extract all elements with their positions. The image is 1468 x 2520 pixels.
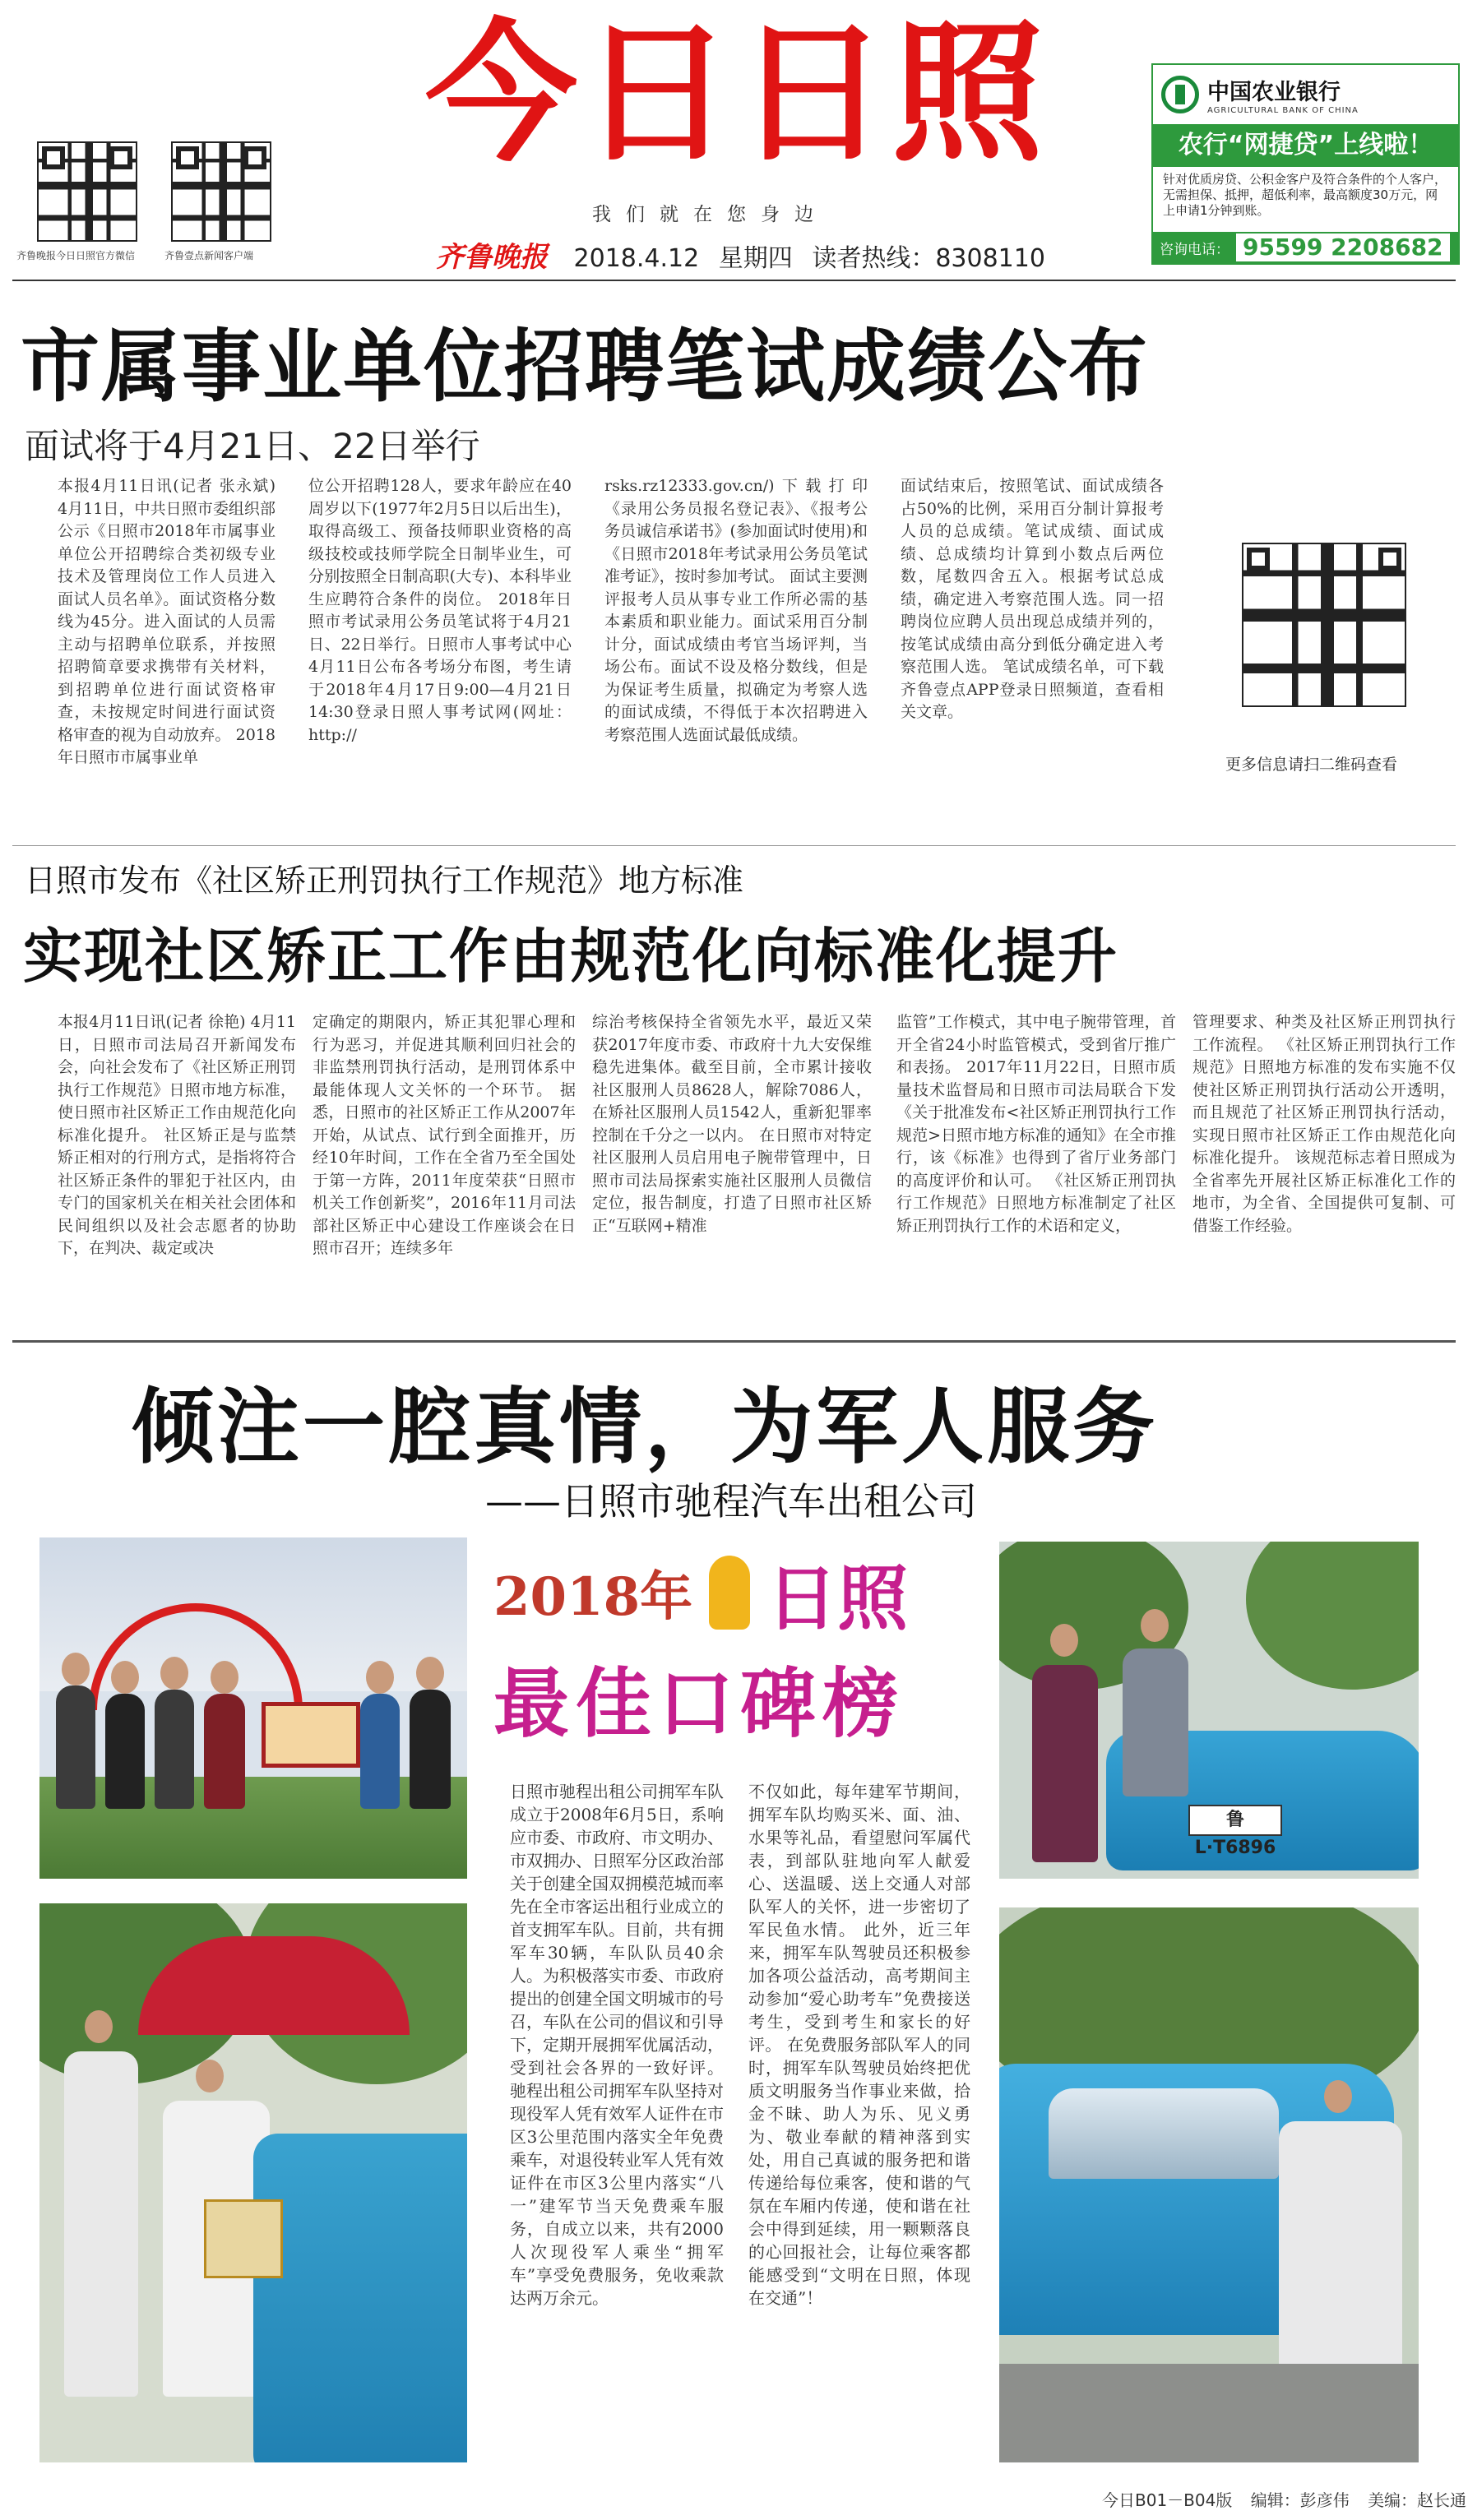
story2-column: 综治考核保持全省领先水平，最近又荣获2017年度市委、市政府十九大安保维稳先进集体。截至目前，全市累计接收社区服刑人员8628人，解除7086人，在矫社区服刑人员1542人，重新犯罪率控制在千分之一以内。 在日照市对特定社区服刑人员启用电子腕带管理中，日照市司法局探索实施社区服刑人员微信定位，报告制度，打造了日照市社区矫正“互联网+精准 [592,1013,872,1235]
lightbulb-icon [709,1556,750,1630]
app-qr-code[interactable] [171,141,271,242]
footer-designer: 美编：赵长通 [1368,2490,1467,2510]
ad-body-text: 针对优质房贷、公积金客户及符合条件的个人客户，无需担保、抵押，超低利率，最高额度30万元，网上申请1分钟到账。 [1163,172,1447,218]
issue-date: 2018.4.12 [573,244,700,273]
story2-column: 管理要求、种类及社区矫正刑罚执行工作流程。 《社区矫正刑罚执行工作规范》日照地方标准的发布实施不仅使社区矫正刑罚执行活动公开透明，而且规范了社区矫正刑罚执行活动，实现日照市社区矫正工作由规范化向标准化提升。 该规范标志着日照成为全省率先开展社区矫正标准化工作的地市，为全省、全国提供可复制、可借鉴工作经验。 [1192,1013,1456,1235]
footer-editor: 编辑：彭彦伟 [1250,2490,1350,2510]
story1-column: 面试结束后，按照笔试、面试成绩各占50%的比例，采用百分制计算报考人员的总成绩。笔试成绩、面试成绩、总成绩均计算到小数点后两位数，尾数四舍五入。根据考试总成绩，确定进入考察范围人选。同一招聘岗位应聘人员出现总成绩并列的，按笔试成绩由高分到低分确定进入考察范围人选。 笔试成绩名单，可下载齐鲁壹点APP登录日照频道，查看相关文章。 [901,477,1164,721]
issue-weekday: 星期四 [718,244,793,273]
story1-column: 本报4月11日讯(记者 张永斌) 4月11日，中共日照市委组织部公示《日照市2018年市属事业单位公开招聘综合类初级专业技术及管理岗位工作人员进入面试人员名单》。面试资格分数线为45分。进入面试的人员需主动与招聘单位联系，并按照招聘简章要求携带有关材料，到招聘单位进行面试资格审查，未按规定时间进行面试资格审查的视为自动放弃。 2018年日照市市属事业单 [58,477,276,766]
masthead-divider [12,280,1456,281]
taxi-plate: 鲁L·T6896 [1188,1805,1282,1836]
story2-column: 监管”工作模式，其中电子腕带管理，首开全省24小时监管模式，受到省厅推广和表扬。 2017年11月22日，日照市质量技术监督局和日照市司法局联合下发《关于批准发布<社区矫正刑罚执行工作规范>日照市地方标准的通知》在全市推行，该《标准》也得到了省厅业务部门的高度评价和认可。 《社区矫正刑罚执行工作规范》日照地方标准制定了社区矫正刑罚执行工作的术语和定义， [896,1013,1176,1235]
story1-divider [12,845,1456,846]
story1-subhead: 面试将于4月21日、22日举行 [25,426,480,466]
bank-logo-icon [1161,76,1199,113]
story2-column: 本报4月11日讯(记者 徐艳) 4月11日，日照市司法局召开新闻发布会，向社会发布了《社区矫正刑罚执行工作规范》日照市地方标准，使日照市社区矫正工作由规范化向标准化提升。 社区矫正是与监禁矫正相对的行刑方式，是指将符合社区矫正条件的罪犯于社区内，由专门的国家机关在相关社会团体和民间组织以及社会志愿者的协助下，在判决、裁定或决 [58,1013,296,1257]
story1-column: 位公开招聘128人，要求年龄应在40周岁以下(1977年2月5日以后出生)，取得高级工、预备技师职业资格的高级技校或技师学院全日制毕业生，可分别按照全日制高职(大专)、本科毕业生应聘符合条件的岗位。 2018年日照市考试录用公务员笔试将于4月21日、22日举行。日照市人事考试中心4月11日公布各考场分布图，考生请于2018年4月17日9:00—4月21日14:30登录日照人事考试网(网址：http:// [308,477,572,744]
bank-name-cn: 中国农业银行 [1207,80,1341,105]
story2-divider [12,1340,1456,1343]
photo-driver-cleaning-taxi [999,1907,1419,2462]
badge-city: 日照 [766,1558,909,1640]
story1-headline: 市属事业单位招聘笔试成绩公布 [21,321,1149,413]
page-footer [1102,2487,1466,2511]
qr-caption-wechat: 齐鲁晚报今日日照官方微信 [16,250,136,261]
story3-column: 不仅如此，每年建军节期间，拥军车队均购买米、面、油、水果等礼品，看望慰问军属代表，到部队驻地向军人献爱心、送温暖、送上交通人对部队军人的关怀，进一步密切了军民鱼水情。 此外，近三年来，拥军车队驾驶员还积极参加各项公益活动，高考期间主动参加“爱心助考车”免费接送考生，受到考生和家长的好评。 在免费服务部队军人的同时，拥军车队驾驶员始终把优质文明服务当作事业来做，拾金不昧、助人为乐、见义勇为、敬业奉献的精神落到实处，用自己真诚的服务把和谐传递给每位乘客，使和谐的气氛在车厢内传递，使和谐在社会中得到延续，用一颗颗落良的心回报社会，让每位乘客都能感受到“文明在日照，体现在交通”！ [748,1782,970,2308]
masthead-slogan: 我们就在您身边 [592,204,828,225]
ad-phone-label: 咨询电话： [1160,241,1230,258]
ad-slogan: 农行“网捷贷”上线啦！ [1153,124,1458,167]
badge-year: 2018年 [493,1566,693,1628]
photo-group-certificate [39,1537,467,1879]
ad-phone-number: 95599 2208682 [1236,234,1450,261]
qr-caption-app: 齐鲁壹点新闻客户端 [164,250,254,261]
story3-column: 日照市驰程出租公司拥军车队成立于2008年6月5日，系响应市委、市政府、市文明办、市双拥办、日照军分区政治部关于创建全国双拥模范城而率先在全市客运出租行业成立的首支拥军车队。目前，共有拥军车30辆，车队队员40余人。为积极落实市委、市政府提出的创建全国文明城市的号召，车队在公司的倡议和引导下，定期开展拥军优属活动，受到社会各界的一致好评。 驰程出租公司拥军车队坚持对现役军人凭有效军人证件在市区3公里范围内落实全年免费乘车，对退役转业军人凭有效证件在市区3公里内落实“八一”建军节当天免费乘车服务，自成立以来，共有2000人次现役军人乘坐“拥军车”享受免费服务，免收乘款达两万余元。 [510,1782,724,2308]
reader-hotline: 读者热线：8308110 [812,244,1045,273]
publisher-brand: 齐鲁晚报 [436,241,548,274]
story1-column: rsks.rz12333.gov.cn/)下载打印《录用公务员报名登记表》、《报考公务员诚信承诺书》(参加面试时使用)和《日照市2018年考试录用公务员笔试准考证》，按时参加考试。 面试主要测评报考人员从事专业工作所必需的基本素质和职业能力。面试采用百分制计分，面试成绩由考官当场评判，当场公布。面试不设及格分数线，但是为保证考生质量，拟确定为考察人选的面试成绩，不得低于本次招聘进入考察范围人选面试最低成绩。 [604,477,868,744]
photo-elderly-woman-taxi [999,1542,1419,1879]
photo-umbrella-loading [39,1903,467,2462]
ad-phone-bar [1153,232,1458,263]
dateline [436,234,1045,275]
bank-advertisement[interactable] [1151,63,1460,265]
story1-qr-code[interactable] [1242,543,1406,707]
badge-title: 最佳口碑榜 [493,1660,905,1748]
story2-headline: 实现社区矫正工作由规范化向标准化提升 [23,922,1119,991]
masthead [333,5,1139,183]
story2-kicker: 日照市发布《社区矫正刑罚执行工作规范》地方标准 [25,862,744,899]
footer-pages: 今日B01－B04版 [1102,2490,1233,2510]
best-reputation-badge [493,1542,979,1796]
story1-qr-caption: 更多信息请扫二维码查看 [1225,756,1398,774]
story2-column: 定确定的期限内，矫正其犯罪心理和行为恶习，并促进其顺利回归社会的非监禁刑罚执行活动，是刑罚体系中最能体现人文关怀的一个环节。 据悉，日照市的社区矫正工作从2007年开始，从试点、试行到全面推开，历经10年时间，工作在全省乃至全国处于第一方阵，2011年度荣获“日照市机关工作创新奖”，2016年11月司法部社区矫正中心建设工作座谈会在日照市召开；连续多年 [313,1013,576,1257]
newspaper-title: 今日日照 [425,5,1047,183]
story3-subhead: ——日照市驰程汽车出租公司 [485,1479,977,1524]
wechat-qr-code[interactable] [37,141,137,242]
story3-headline: 倾注一腔真情，为军人服务 [132,1379,1158,1475]
bank-name-en: AGRICULTURAL BANK OF CHINA [1207,106,1359,115]
